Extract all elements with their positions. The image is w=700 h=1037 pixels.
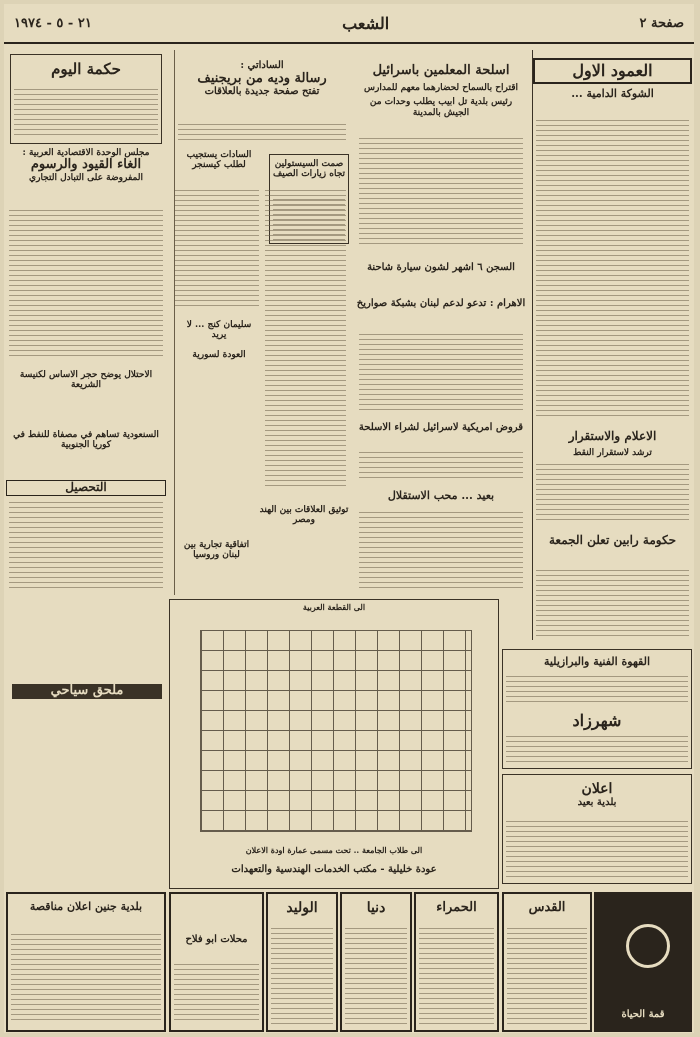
- page-number: صفحة ٢: [639, 15, 684, 31]
- sadat-headline: رسالة وديه من بريجنيف: [197, 70, 327, 86]
- qurud-headline: قروض امريكية لاسرائيل لشراء الاسلحة: [358, 422, 524, 433]
- israel-headline: اسلحة المعلمين باسرائيل: [372, 63, 510, 78]
- cafe-title: القهوة الفنية والبرازيلية: [543, 655, 651, 668]
- jenin-ad: [6, 892, 166, 1032]
- article-text: [536, 120, 689, 420]
- awda-headline: العودة لسورية: [192, 350, 246, 360]
- israel-sub2: رئيس بلدية تل ابيب يطلب وحدات من الجيش بالمدينة: [369, 97, 513, 118]
- left-column: [6, 50, 166, 595]
- site-map: [169, 599, 499, 889]
- newspaper-page: [4, 4, 694, 1033]
- israel-sub: اقتراح بالسماح لحضارهما معهم للمدارس: [363, 82, 519, 93]
- isdar-headline: الاحتلال يوضح حجر الاساس لكنيسة الشريعة: [19, 370, 153, 391]
- sana-headline: السنعودية تساهم في مصفاة للنفط في كوريا الجنوبية: [13, 430, 159, 451]
- ittifaq-headline: اتفاقية تجارية بين لبنان وروسيا: [183, 540, 250, 561]
- quds-ad: [502, 892, 592, 1032]
- map-footer: عودة خليلية - مكتب الخدمات الهندسية والتعهدات: [231, 864, 437, 875]
- ad-text: [11, 934, 161, 1024]
- article-text: [359, 512, 523, 592]
- ad-text: [506, 821, 688, 881]
- quote-text: [14, 89, 158, 137]
- issue-date: ٢١ - ٥ - ١٩٧٤: [14, 15, 92, 31]
- ahwal-headline: حكومة رابين تعلن الجمعة: [549, 533, 676, 547]
- article-text: [175, 190, 259, 310]
- hamra-title: الحمراء: [436, 900, 477, 915]
- shawka-headline: الشوكة الدامية ...: [571, 87, 654, 101]
- wahda-headline: الغاء القيود والرسوم: [30, 157, 142, 173]
- ad-text: [507, 928, 587, 1024]
- walid-ad: [266, 892, 338, 1032]
- walid-title: الوليد: [286, 900, 318, 916]
- sun-logo-icon: [626, 924, 670, 968]
- sijn-headline: السجن ٦ اشهر لشون سيارة شاحنة: [367, 262, 515, 273]
- ilan-sub: بلدية بعيد: [577, 797, 617, 809]
- tawthiq-headline: توثيق العلاقات بين الهند ومصر: [259, 505, 349, 526]
- article-text: [359, 138, 523, 248]
- map-parcels: [200, 630, 472, 832]
- tahsil-title: التحصيل: [6, 480, 166, 496]
- map-caption: الى طلاب الجامعة .. تحت مسمى عمارة اودة الاعلان: [245, 845, 423, 855]
- quds-title: القدس: [528, 900, 566, 915]
- center-column: [356, 50, 526, 595]
- hikma-box: [10, 54, 162, 144]
- ad-text: [506, 736, 688, 766]
- tourism-title: ملحق سياحي: [12, 684, 162, 699]
- cafe-name: شهرزاد: [572, 711, 622, 730]
- wahda-title: مجلس الوحدة الاقتصادية العربية :: [22, 148, 150, 158]
- jenin-title: بلدية جنين اعلان مناقصة: [29, 900, 143, 913]
- ilan-ad: [502, 774, 692, 884]
- halaw-ad: [169, 892, 264, 1032]
- ad-text: [174, 964, 259, 1024]
- logo-ad: [594, 892, 692, 1032]
- paper-name: الشعب: [342, 13, 390, 33]
- sadat-label: الساداتي :: [240, 60, 284, 71]
- wahda-sub: المفروضة على التبادل التجاري: [29, 173, 143, 184]
- ad-text: [271, 928, 333, 1024]
- article-text: [359, 334, 523, 414]
- sadat-column: [174, 50, 349, 595]
- dunya-title: دنيا: [366, 900, 386, 916]
- halaw-title: محلات ابو فلاح: [185, 934, 248, 945]
- ilan-title: اعلان: [581, 781, 613, 797]
- masthead: [4, 4, 694, 44]
- hikma-title: حكمة اليوم: [51, 60, 121, 78]
- right-column: [532, 50, 692, 640]
- hamra-ad: [414, 892, 499, 1032]
- ilam-sub: ترشد لاستقرار النقط: [573, 448, 652, 458]
- article-text: [9, 502, 163, 592]
- ad-text: [345, 928, 407, 1024]
- sadat2-headline: السادات يستجيب لطلب كيسنجر: [186, 150, 252, 171]
- amoud-title: العمود الاول: [533, 58, 692, 84]
- suleiman-headline: سليمان كنج ... لا يريد: [186, 320, 252, 341]
- article-text: [536, 570, 689, 636]
- ad-text: [506, 676, 688, 706]
- article-text: [359, 452, 523, 482]
- article-text: [536, 464, 689, 524]
- article-text: [265, 190, 346, 490]
- dunya-ad: [340, 892, 412, 1032]
- sadat-sub: تفتح صفحة جديدة بالعلاقات: [204, 86, 320, 98]
- cafe-ad: [502, 649, 692, 769]
- hizb-headline: الاهرام : تدعو لدعم لبنان بشبكة صواريخ: [356, 298, 526, 309]
- bayad-headline: بعيد ... محب الاستقلال: [387, 489, 495, 502]
- ad-text: [419, 928, 494, 1024]
- logo-caption: قمة الحياة: [621, 1009, 665, 1020]
- article-text: [9, 210, 163, 360]
- map-label-top: الى القطعة العربية: [302, 602, 366, 612]
- sout-headline: صمت السيستولين تجاه زيارات الصيف: [272, 159, 346, 180]
- article-text: [178, 124, 346, 144]
- ilam-headline: الاعلام والاستقرار: [568, 429, 657, 443]
